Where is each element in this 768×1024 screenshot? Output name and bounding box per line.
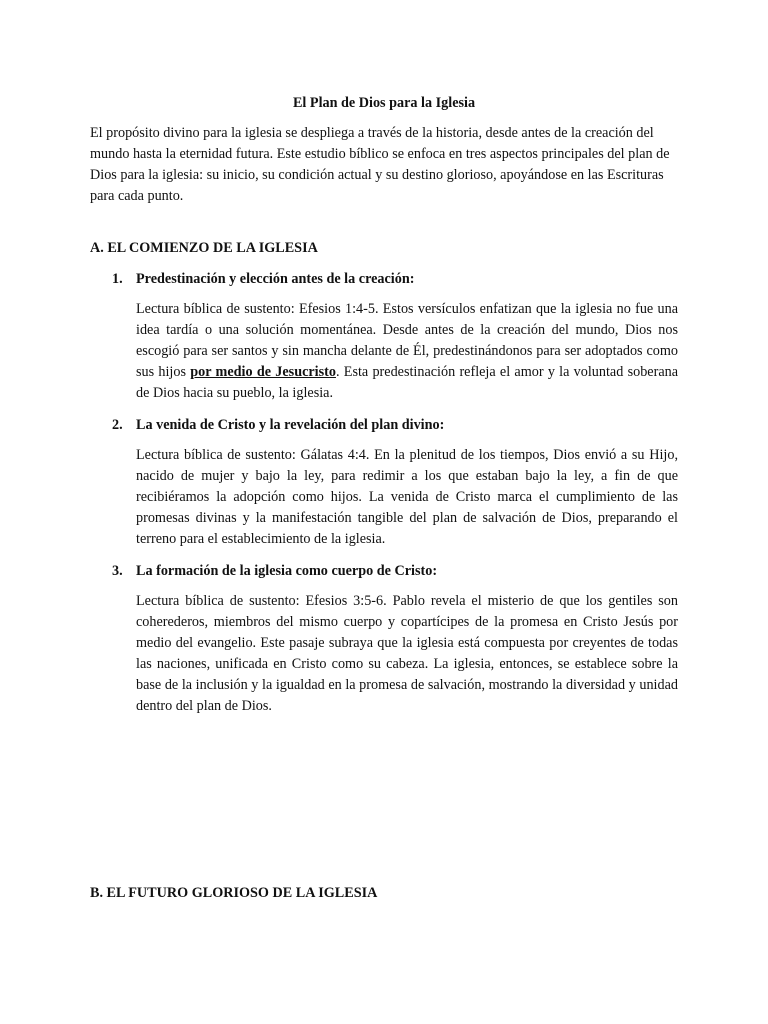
list-item-title: La venida de Cristo y la revelación del plan divino: <box>136 417 445 433</box>
list-item-number: 2. <box>112 417 123 433</box>
list-item-number: 3. <box>112 563 123 579</box>
document-title: El Plan de Dios para la Iglesia <box>292 95 476 111</box>
section-a-heading: A. EL COMIENZO DE LA IGLESIA <box>90 240 318 256</box>
list-item-heading <box>90 269 678 290</box>
body-text: . Esta predestinación refleja el amor y la voluntad soberana de Dios hacia su pueblo, la iglesia. <box>136 364 679 401</box>
list-item-heading <box>90 561 678 582</box>
list-item-2 <box>90 415 678 550</box>
document-page <box>90 93 678 717</box>
list-item-body <box>136 299 678 404</box>
list-item-body: Lectura bíblica de sustento: Efesios 3:5-6. Pablo revela el misterio de que los gentiles son coherederos, miembros del mismo cuerpo y copartícipes de la promesa en Cristo Jesús por medio del evangelio. Este pasaje subraya que la iglesia está compuesta por creyentes de todas las naciones, unificada en Cristo como su cabeza. La iglesia, entonces, se establece sobre la base de la inclusión y la igualdad en la promesa de salvación, mostrando la diversidad y unidad dentro del plan de Dios. <box>136 593 678 714</box>
list-item-heading <box>90 415 678 436</box>
list-item-body: Lectura bíblica de sustento: Gálatas 4:4. En la plenitud de los tiempos, Dios envió a su Hijo, nacido de mujer y bajo la ley, para redimir a los que estaban bajo la ley, a fin de que recibiéramos la adopción como hijos. La venida de Cristo marca el cumplimiento de las promesas divinas y la manifestación tangible del plan de salvación de Dios, preparando el terreno para el establecimiento de la iglesia. <box>136 447 678 547</box>
list-item-title: Predestinación y elección antes de la creación: <box>136 271 415 287</box>
list-item-number: 1. <box>112 271 123 287</box>
intro-paragraph: El propósito divino para la iglesia se despliega a través de la historia, desde antes de la creación del mundo hasta la eternidad futura. Este estudio bíblico se enfoca en tres aspectos principales del plan de Dios para la iglesia: su inicio, su condición actual y su destino glorioso, apoyándose en las Escrituras para cada punto. <box>90 125 670 204</box>
emphasis-text: por medio de Jesucristo <box>190 364 336 380</box>
list-item-1 <box>90 269 678 404</box>
list-item-3 <box>90 561 678 717</box>
section-b-heading: B. EL FUTURO GLORIOSO DE LA IGLESIA <box>90 885 378 901</box>
body-text: Lectura bíblica de sustento: Efesios 1:4-5. Estos versículos enfatizan que la iglesia no fue una idea tardía o una solución momentánea. Desde antes de la creación del mundo, Dios nos escogió para ser santos y sin mancha delante de Él, predestinándonos para ser adoptados como sus hijos <box>136 301 678 380</box>
list-item-title: La formación de la iglesia como cuerpo de Cristo: <box>136 563 438 579</box>
